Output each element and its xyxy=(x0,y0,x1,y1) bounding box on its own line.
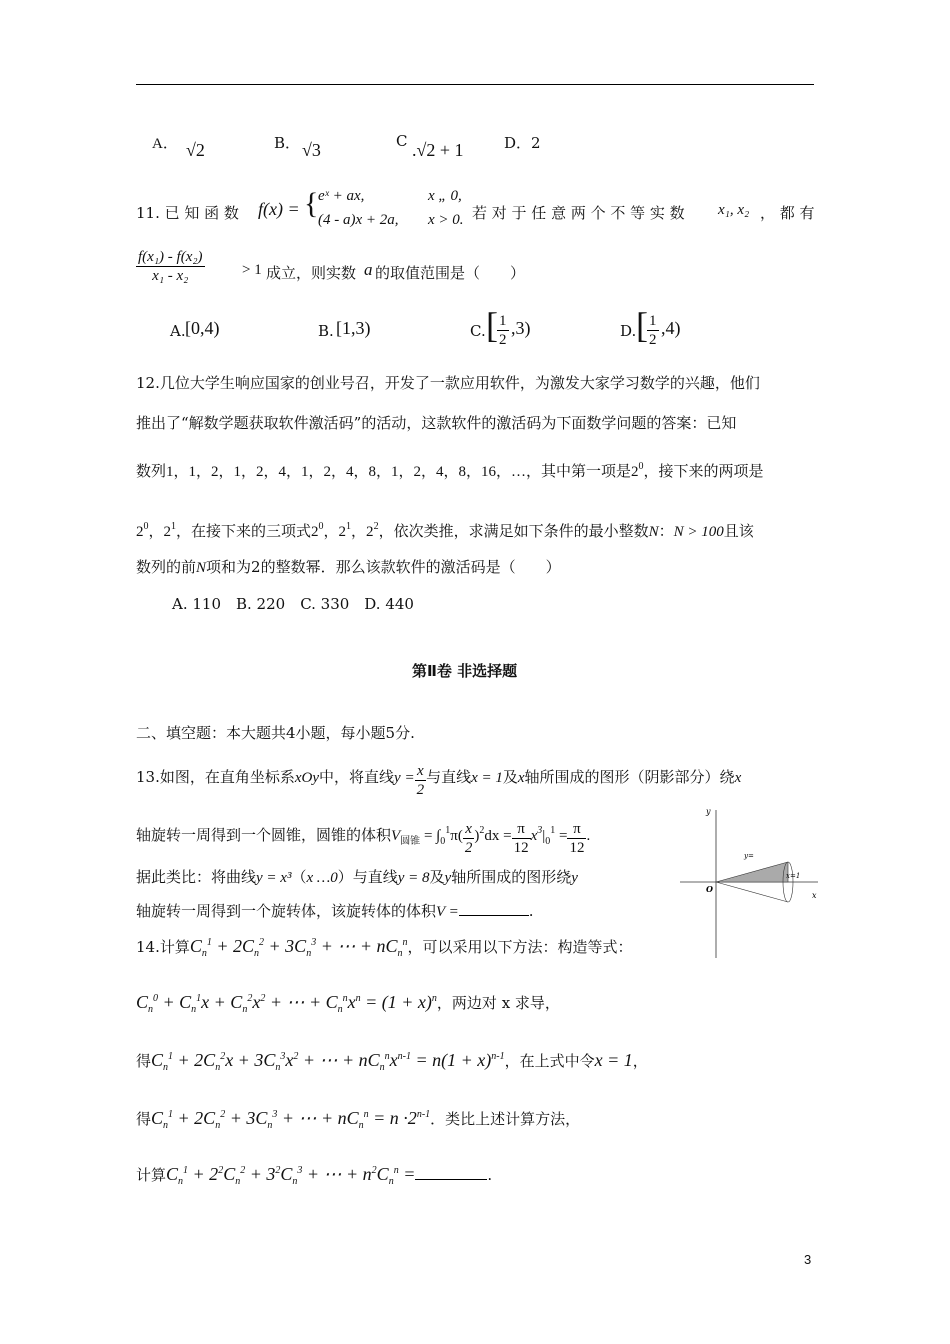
q11-opt-c-half-den: 2 xyxy=(499,332,507,348)
q11-opt-c-val: ,3) xyxy=(511,318,531,338)
q11-text3: 的取值范围是（ ） xyxy=(375,264,526,282)
q14-l4b: ．类比上述计算方法， xyxy=(430,1110,581,1128)
q11-opt-d-half xyxy=(647,312,659,349)
q11-opt-a-val: [0,4) xyxy=(185,318,220,338)
q14-line4: 得$C_n^1 + 2C_n^2 + 3C_n^3$ + ⋯ + $nC_n^n = n \cdot 2^{n-1}$．类比上述计算方法， xyxy=(136,1108,581,1131)
q14-l3b: ，在上式中令 xyxy=(504,1052,595,1070)
q12-sequence: 1，1，2，1，2，4，1，2，4，8，1，2，4，8，16，… xyxy=(166,464,527,480)
q11-case1: eˣ + ax, xyxy=(318,188,365,204)
q13-l1e: 轴所围成的图形（阴影部分）绕 xyxy=(524,768,735,786)
q13-y8: y = 8 xyxy=(397,870,430,886)
q11-number: 11. 已 知 函 数 xyxy=(136,204,239,222)
q11-ineq: > 1 xyxy=(242,262,262,278)
q14-l1a: 14.计算 xyxy=(136,938,190,956)
q11-fx: f(x) = xyxy=(258,199,300,219)
q13-l3a: 据此类比：将曲线 xyxy=(136,868,257,886)
q12-colon: ： xyxy=(658,522,674,540)
q13-vend: V = xyxy=(436,904,459,920)
q12-line5-lead: 数列的前 xyxy=(136,558,197,576)
q11-opt-d-bracket: [ xyxy=(636,305,648,345)
figure-shaded-region xyxy=(716,862,788,882)
q13-cond: x …0 xyxy=(306,870,338,886)
q14-l1b: ，可以采用以下方法：构造等式： xyxy=(407,938,633,956)
q12-line3-tail: ，接下来的两项是 xyxy=(643,462,764,480)
q12-line3-lead: 数列 xyxy=(136,462,167,480)
q13-answer-blank[interactable] xyxy=(459,901,529,916)
q11-case2-cond: x > 0. xyxy=(428,212,464,228)
q13-l1b: 中，将直线 xyxy=(319,768,395,786)
q14-l3a: 得 xyxy=(136,1052,152,1070)
q12-line2: 推出了“解数学题获取软件激活码”的活动，这款软件的激活码为下面数学问题的答案：已知 xyxy=(136,414,737,432)
q14-line3: 得$C_n^1 + 2C_n^2x + 3C_n^3x^2$ + ⋯ + $nC_n^nx^{n-1} = n(1 + x)^{n-1}$，在上式中令x = 1， xyxy=(136,1050,648,1073)
q12-line4: $2^0$，$2^1$，在接下来的三项式$2^0$，$2^1$，$2^2$，依次类推，求满足如下条件的最小整数N：N > 100且该 xyxy=(136,521,754,540)
q13-line2: 轴旋转一周得到一个圆锥，圆锥的体积$V_{圆锥} = \int_0^1\pi$( $\frac{x}{2}$ )$^2$dx = $\frac{\pi}{12}$ $x^3|_0^1$ = $\frac{\pi}{12}$ . xyxy=(136,821,591,856)
q10-option-d: D．2 xyxy=(504,134,541,152)
q11-case1-cond: x „ 0, xyxy=(428,188,462,204)
q10-option-c: C xyxy=(396,132,408,150)
q13-line4 xyxy=(136,900,534,921)
q11-frac-num: f(x₁) - f(x₂) xyxy=(138,249,203,265)
q13-line3: 据此类比：将曲线y = x³（x …0）与直线y = 8及y轴所围成的图形绕y xyxy=(136,868,578,886)
q11-opt-a: A. xyxy=(170,322,186,340)
q14-l3d: ， xyxy=(632,1052,648,1070)
q12-line3-mid: ，其中第一项是 xyxy=(526,462,632,480)
q11-opt-d: D. xyxy=(620,322,637,340)
fill-header: 二、填空题：本大题共4小题，每小题5分. xyxy=(136,724,415,742)
q12-N-2: N xyxy=(196,560,207,576)
q11-opt-b: B. xyxy=(318,322,334,340)
q14-answer-blank[interactable] xyxy=(415,1165,487,1180)
q14-l2b: ，两边对 x 求导， xyxy=(436,994,560,1012)
q11-opt-c: C. xyxy=(470,322,486,340)
figure-cone-lower-edge xyxy=(716,882,788,902)
q10-option-a-value: √2 xyxy=(186,140,205,160)
q14-line5: 计算$C_n^1 + 2^2C_n^2 + 3^2C_n^3$ + ⋯ + $n^2C_n^n$ = . xyxy=(136,1164,493,1187)
q13-x1: x = 1 xyxy=(471,770,503,786)
q13-vsub: 圆锥 xyxy=(400,836,421,847)
q11-a: a xyxy=(364,260,373,279)
q11-opt-c-bracket: [ xyxy=(486,305,498,345)
q12-line4-mid: ，依次类推，求满足如下条件的最小整数 xyxy=(378,522,649,540)
figure-x-label: x xyxy=(812,891,817,900)
figure-line-label: y= xyxy=(744,852,754,860)
q12-line4-lead: ，在接下来的三项式 xyxy=(176,522,312,540)
q14-l4a: 得 xyxy=(136,1110,152,1128)
q13-l1a: 13.如图，在直角坐标系 xyxy=(136,768,295,786)
q13-l3d: 及 xyxy=(429,868,445,886)
q11-case2: (4 - a)x + 2a, xyxy=(318,212,399,228)
q11-tail: ， 都 有 xyxy=(760,204,815,222)
q13-l4a: 轴旋转一周得到一个旋转体，该旋转体的体积 xyxy=(136,902,437,920)
q13-curve: y = x³ xyxy=(256,870,292,886)
section-title: 第Ⅱ卷 非选择题 xyxy=(412,662,518,680)
q10-option-a: A． xyxy=(152,136,178,152)
figure-o-label: O xyxy=(706,884,713,894)
q11-fraction xyxy=(136,248,205,285)
q14-line1: 14.计算$C_n^1 + 2C_n^2 + 3C_n^3$ + ⋯ + $nC_n^n$，可以采用以下方法：构造等式： xyxy=(136,936,633,959)
q10-option-b: B． xyxy=(274,134,301,152)
q13-l4b: . xyxy=(528,902,534,920)
q12-line5 xyxy=(136,556,561,577)
q14-l5b: . xyxy=(487,1166,493,1184)
q11-opt-b-val: [1,3) xyxy=(336,318,371,338)
q13-l2a: 轴旋转一周得到一个圆锥，圆锥的体积 xyxy=(136,826,392,844)
q11-opt-c-half xyxy=(497,312,509,349)
q12-line1: 12.几位大学生响应国家的创业号召，开发了一款应用软件，为激发大家学习数学的兴趣，他们 xyxy=(136,374,760,392)
header-rule xyxy=(136,84,814,85)
q14-l3c: x = 1 xyxy=(594,1050,633,1070)
q11-text2: 成立，则实数 xyxy=(266,264,357,282)
q11-frac-den: x₁ - x₂ xyxy=(152,268,189,284)
q13-line1: 13.如图，在直角坐标系xOy中，将直线y = $\frac{x}{2}$ 与直线x = 1及x轴所围成的图形（阴影部分）绕x xyxy=(136,763,742,798)
q13-l1c: 与直线 xyxy=(426,768,472,786)
q12-options: A. 110 B. 220 C. 330 D. 440 xyxy=(172,595,414,613)
q12-line5-tail: 项和为2的整数幂．那么该款软件的激活码是（ ） xyxy=(206,558,561,576)
q11-opt-d-val: ,4) xyxy=(661,318,681,338)
q10-option-b-value: √3 xyxy=(302,140,321,160)
q11-vars: x₁, x₂ xyxy=(718,202,750,218)
cone-figure xyxy=(676,800,822,960)
q11-brace: { xyxy=(304,187,319,220)
q11-opt-d-half-den: 2 xyxy=(649,332,657,348)
q12-condition: N > 100 xyxy=(673,524,724,540)
page-number: 3 xyxy=(804,1252,812,1267)
q11-condition: 若 对 于 任 意 两 个 不 等 实 数 xyxy=(472,204,685,222)
q11-opt-c-half-num: 1 xyxy=(499,313,507,329)
q10-option-c-value: .√2 + 1 xyxy=(412,140,464,160)
figure-x1-label: x=1 xyxy=(786,872,801,880)
q13-l3e: 轴所围成的图形绕 xyxy=(451,868,572,886)
q13-V: V xyxy=(391,828,401,844)
figure-y-label: y xyxy=(706,807,711,816)
q12-N: N xyxy=(648,524,659,540)
q13-xoy: xOy xyxy=(294,770,320,786)
q13-l3b: （ xyxy=(291,868,307,886)
q12-line3: 数列1，1，2，1，2，4，1，2，4，8，1，2，4，8，16，…，其中第一项是$2^0$，接下来的两项是 xyxy=(136,461,764,480)
q11-opt-d-half-num: 1 xyxy=(649,313,657,329)
q13-l1d: 及 xyxy=(502,768,518,786)
q14-line2: $C_n^0 + C_n^1x + C_n^2x^2$ + ⋯ + $C_n^nx^n = (1 + x)^n$，两边对 x 求导， xyxy=(136,992,560,1015)
q14-l5a: 计算 xyxy=(136,1166,167,1184)
q12-line4-tail: 且该 xyxy=(723,522,754,540)
q13-l3c: ）与直线 xyxy=(337,868,398,886)
